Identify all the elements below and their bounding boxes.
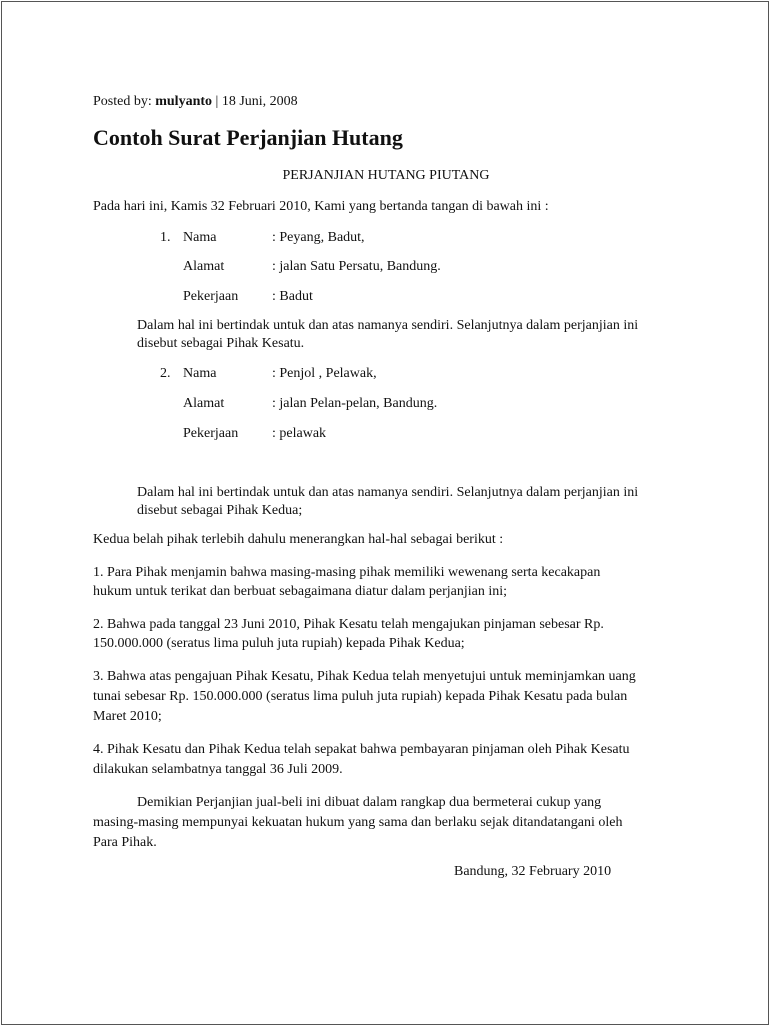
clauses-intro: Kedua belah pihak terlebih dahulu menerangkan hal-hal sebagai berikut : <box>93 532 504 547</box>
party1-statement-line2: disebut sebagai Pihak Kesatu. <box>137 336 305 351</box>
clause-1-line1: 1. Para Pihak menjamin bahwa masing-masing pihak memiliki wewenang serta kecakapan <box>93 565 601 580</box>
party1-address-label: Alamat <box>183 259 225 274</box>
party1-name-value: : Peyang, Badut, <box>272 230 365 245</box>
closing-line3: Para Pihak. <box>93 835 157 850</box>
opening-statement: Pada hari ini, Kamis 32 Februari 2010, Kami yang bertanda tangan di bawah ini : <box>93 199 549 214</box>
party1-job-label: Pekerjaan <box>183 289 239 304</box>
party2-statement-line1: Dalam hal ini bertindak untuk dan atas namanya sendiri. Selanjutnya dalam perjanjian ini <box>137 485 639 500</box>
clause-3-line3: Maret 2010; <box>93 709 162 724</box>
clause-4-line1: 4. Pihak Kesatu dan Pihak Kedua telah sepakat bahwa pembayaran pinjaman oleh Pihak Kesatu <box>93 742 630 757</box>
party1-name-label: Nama <box>183 230 217 245</box>
post-date: | 18 Juni, 2008 <box>215 94 298 109</box>
party2-address-label: Alamat <box>183 396 225 411</box>
document-heading: PERJANJIAN HUTANG PIUTANG <box>282 168 490 183</box>
party2-job-label: Pekerjaan <box>183 426 239 441</box>
posted-label: Posted by: <box>93 94 152 109</box>
closing-line1: Demikian Perjanjian jual-beli ini dibuat dalam rangkap dua bermeterai cukup yang <box>137 795 602 810</box>
clause-4-line2: dilakukan selambatnya tanggal 36 Juli 2009. <box>93 762 343 777</box>
page-title: Contoh Surat Perjanjian Hutang <box>93 125 403 150</box>
post-meta <box>93 92 298 112</box>
party2-statement-line2: disebut sebagai Pihak Kedua; <box>137 503 303 518</box>
party2-number: 2. <box>160 366 171 381</box>
party1-statement-line1: Dalam hal ini bertindak untuk dan atas namanya sendiri. Selanjutnya dalam perjanjian ini <box>137 318 639 333</box>
party2-name-value: : Penjol , Pelawak, <box>272 366 377 381</box>
closing-line2: masing-masing mempunyai kekuatan hukum yang sama dan berlaku sejak ditandatangani oleh <box>93 815 623 830</box>
place-and-date: Bandung, 32 February 2010 <box>454 864 612 879</box>
party1-job-value: : Badut <box>272 289 313 304</box>
party2-address-value: : jalan Pelan-pelan, Bandung. <box>272 396 438 411</box>
party2-name-label: Nama <box>183 366 217 381</box>
party2-job-value: : pelawak <box>272 426 327 441</box>
clause-3-line1: 3. Bahwa atas pengajuan Pihak Kesatu, Pihak Kedua telah menyetujui untuk meminjamkan uang <box>93 669 636 684</box>
author-name: mulyanto <box>155 94 213 109</box>
clause-1-line2: hukum untuk terikat dan berbuat sebagaimana diatur dalam perjanjian ini; <box>93 584 508 599</box>
page-border <box>1 1 769 1025</box>
clause-2-line2: 150.000.000 (seratus lima puluh juta rupiah) kepada Pihak Kedua; <box>93 636 465 651</box>
clause-3-line2: tunai sebesar Rp. 150.000.000 (seratus lima puluh juta rupiah) kepada Pihak Kesatu pada bulan <box>93 689 628 704</box>
party1-number: 1. <box>160 230 171 245</box>
party1-address-value: : jalan Satu Persatu, Bandung. <box>272 259 441 274</box>
clause-2-line1: 2. Bahwa pada tanggal 23 Juni 2010, Pihak Kesatu telah mengajukan pinjaman sebesar Rp. <box>93 617 604 632</box>
